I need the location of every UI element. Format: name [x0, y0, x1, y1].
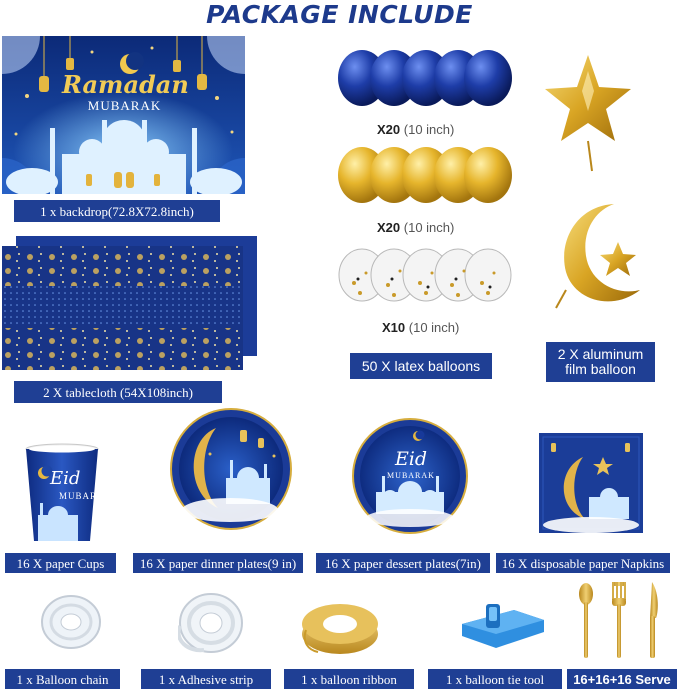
confetti-balloons-image	[338, 243, 514, 313]
balloon-tie-tool-image	[456, 602, 548, 654]
dessert-plate-text-eid: Eid	[394, 448, 428, 470]
backdrop-image	[2, 36, 245, 194]
gold-balloons-qty	[377, 220, 454, 235]
blue-balloons-image	[338, 46, 514, 120]
dessert-plates-label: 16 X paper dessert plates(7in)	[316, 553, 490, 573]
balloon-tie-tool-label: 1 x balloon tie tool	[428, 669, 562, 689]
blue-balloons-size: (10 inch)	[403, 122, 455, 137]
cup-text-mubarak: MUBAR	[59, 491, 98, 501]
foil-balloon-label	[546, 342, 655, 382]
cutlery-label: 16+16+16 Serve	[567, 669, 677, 689]
adhesive-strip-label: 1 x Adhesive strip	[141, 669, 271, 689]
dinner-plate-image	[170, 408, 292, 530]
latex-balloons-label: 50 X latex balloons	[350, 353, 492, 379]
blue-balloons-count: X20	[377, 122, 401, 137]
confetti-balloons-size: (10 inch)	[408, 320, 460, 335]
gold-balloons-count: X20	[377, 220, 401, 235]
adhesive-strip-image	[178, 592, 244, 654]
balloon-ribbon-image	[300, 600, 380, 656]
balloon-chain-image	[40, 594, 102, 650]
backdrop-label: 1 x backdrop(72.8X72.8inch)	[14, 200, 220, 222]
backdrop-title: Ramadan	[62, 70, 189, 99]
cups-label: 16 X paper Cups	[5, 553, 116, 573]
tablecloth-label: 2 X tablecloth (54X108inch)	[14, 381, 222, 403]
foil-balloon-label-line1: 2 X aluminum	[557, 346, 644, 362]
confetti-balloons-qty	[382, 320, 459, 335]
foil-balloon-label-line2: film balloon	[565, 361, 636, 377]
moon-foil-balloon-image	[552, 200, 652, 312]
page-title: PACKAGE INCLUDE	[206, 0, 473, 29]
balloon-ribbon-label: 1 x balloon ribbon	[284, 669, 414, 689]
backdrop-subtitle: MUBARAK	[87, 98, 162, 113]
gold-balloons-image	[338, 143, 514, 217]
cup-text-eid: Eid	[50, 468, 81, 489]
napkin-image	[539, 433, 643, 533]
star-foil-balloon-image	[544, 53, 632, 173]
tablecloth-image	[2, 236, 257, 370]
balloon-chain-label: 1 x Balloon chain	[5, 669, 120, 689]
dinner-plates-label: 16 X paper dinner plates(9 in)	[133, 553, 303, 573]
napkins-label: 16 X disposable paper Napkins	[496, 553, 670, 573]
dessert-plate-text-mubarak: MUBARAK	[387, 471, 435, 480]
confetti-balloons-count: X10	[382, 320, 406, 335]
blue-balloons-qty	[377, 122, 454, 137]
gold-balloons-size: (10 inch)	[403, 220, 455, 235]
cutlery-image	[572, 580, 668, 660]
